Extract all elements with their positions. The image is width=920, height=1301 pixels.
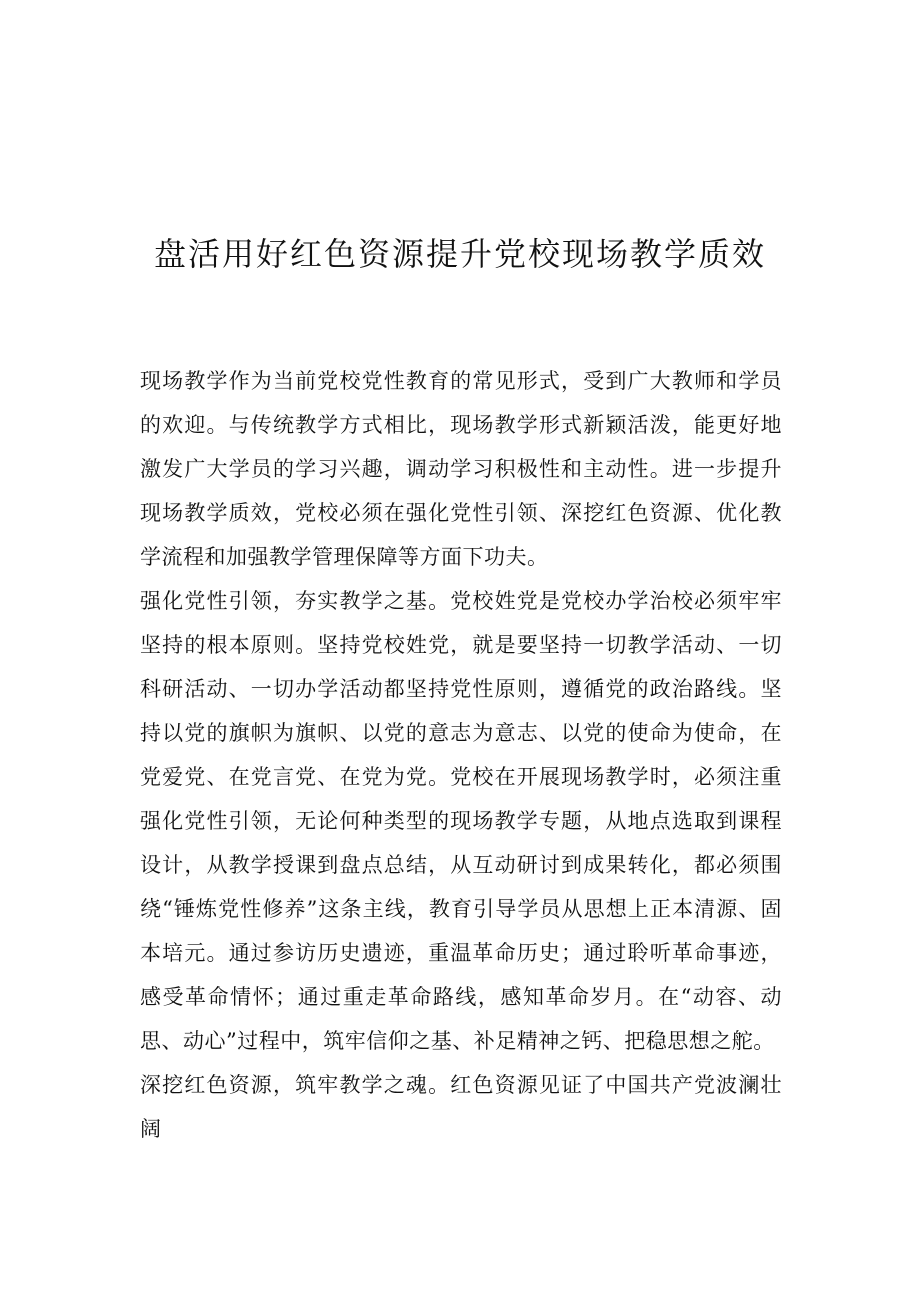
paragraph-party-guidance: 强化党性引领，夯实教学之基。党校姓党是党校办学治校必须牢牢坚持的根本原则。坚持党校姓党，就是要坚持一切教学活动、一切科研活动、一切办学活动都坚持党性原则，遵循党的政治路线。坚持以党的旗帜为旗帜、以党的意志为意志、以党的使命为使命，在党爱党、在党言党、在党为党。党校在开展现场教学时，必须注重强化党性引领，无论何种类型的现场教学专题，从地点选取到课程设计，从教学授课到盘点总结，从互动研讨到成果转化，都必须围绕“锤炼党性修养”这条主线，教育引导学员从思想上正本清源、固本培元。通过参访历史遗迹，重温革命历史；通过聆听革命事迹，感受革命情怀；通过重走革命路线，感知革命岁月。在“动容、动思、动心”过程中，筑牢信仰之基、补足精神之钙、把稳思想之舵。 bbox=[140, 589, 782, 1053]
document-body bbox=[140, 359, 782, 1151]
paragraph-red-resources: 深挖红色资源，筑牢教学之魂。红色资源见证了中国共产党波澜壮阔 bbox=[140, 1073, 782, 1141]
paragraph-intro: 现场教学作为当前党校党性教育的常见形式，受到广大教师和学员的欢迎。与传统教学方式相比，现场教学形式新颖活泼，能更好地激发广大学员的学习兴趣，调动学习积极性和主动性。进一步提升现场教学质效，党校必须在强化党性引领、深挖红色资源、优化教学流程和加强教学管理保障等方面下功夫。 bbox=[140, 369, 782, 569]
document-title: 盘活用好红色资源提升党校现场教学质效 bbox=[153, 235, 766, 273]
